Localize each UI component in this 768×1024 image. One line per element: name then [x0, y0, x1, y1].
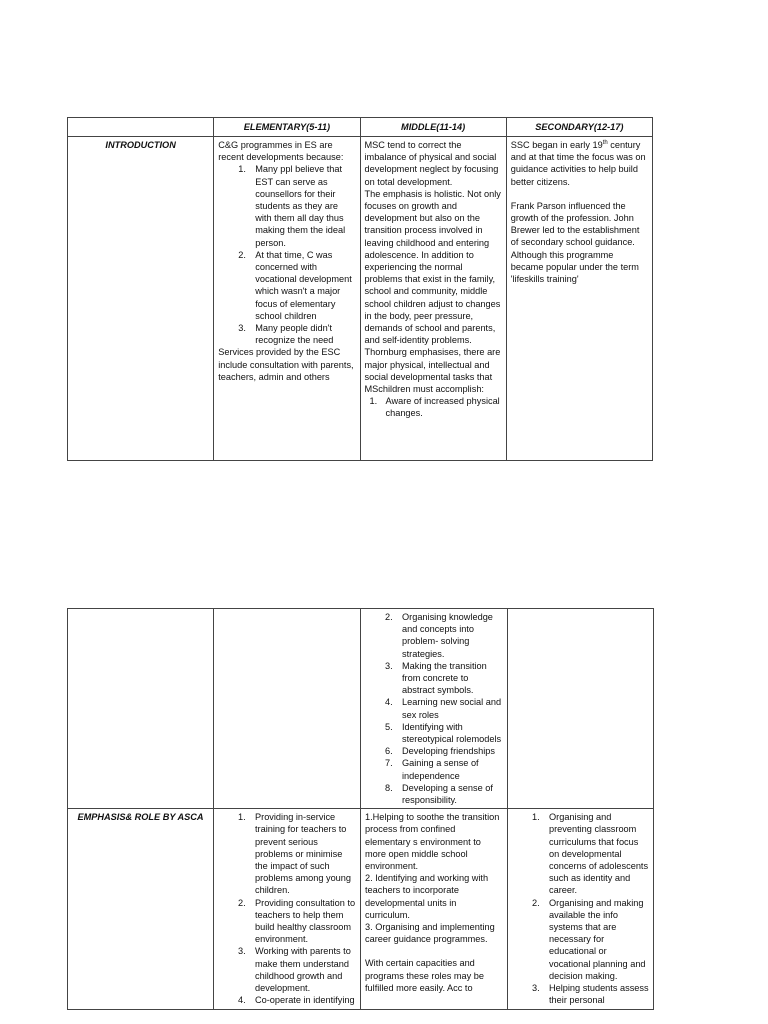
intro-elementary-cell [214, 137, 360, 461]
list-item: 5. Identifying with stereotypical rolemodels [385, 721, 502, 745]
intro-secondary-p1: SSC began in early 19th century and at that time the focus was on guidance activities to help build better citizens. [510, 139, 646, 187]
list-item: 1. Organising and preventing classroom curriculums that focus on developmental concerns of adolescents such as identity and career. [532, 812, 649, 896]
guidance-comparison-table-bottom [67, 608, 654, 1010]
list-item: 2. Providing consultation to teachers to help them build healthy classroom environment. [238, 897, 356, 945]
intro-middle-p3: Thornburg emphasises, there are major physical, intellectual and social developmental tasks that MSchildren must accomplish: [364, 347, 501, 395]
continuation-middle-list [365, 611, 503, 806]
continuation-secondary-cell [508, 609, 654, 809]
list-item: 3. Making the transition from concrete to abstract symbols. [385, 660, 487, 696]
row-label-emphasis: EMPHASIS& ROLE BY ASCA [68, 809, 214, 1009]
emphasis-secondary-list [512, 811, 649, 1006]
emphasis-middle-cell [361, 809, 508, 1009]
intro-middle-list [365, 395, 502, 419]
list-item: 4. Co-operate in identifying [238, 995, 355, 1006]
list-item: 3. Many people didn't recognize the need [238, 323, 334, 346]
guidance-comparison-table-top [67, 117, 653, 461]
row-label-introduction: INTRODUCTION [68, 137, 214, 461]
intro-middle-p1: MSC tend to correct the imbalance of physical and social development neglect by focusing on total development. [364, 140, 499, 187]
continuation-elementary-cell [214, 609, 361, 809]
emphasis-elementary-cell [214, 809, 361, 1009]
intro-secondary-cell [506, 137, 652, 461]
list-item: 2. At that time, C was concerned with vocational development which wasn't a major focus of elementary school children [238, 249, 352, 321]
introduction-row [68, 137, 653, 461]
emphasis-middle-p4: With certain capacities and programs these roles may be fulfilled more easily. Acc to [365, 958, 484, 993]
list-item: 2. Organising knowledge and concepts into problem- solving strategies. [385, 612, 493, 659]
continuation-row [68, 609, 654, 809]
list-item: 7. Gaining a sense of independence [385, 758, 479, 781]
intro-elementary-list [218, 163, 355, 346]
list-item: 3. Helping students assess their personal [532, 983, 649, 1006]
intro-elementary-text: C&G programmes in ES are recent developments because: [218, 140, 344, 163]
intro-middle-cell [360, 137, 506, 461]
intro-elementary-services: Services provided by the ESC include consultation with parents, teachers, admin and others [218, 347, 354, 382]
list-item: 1. Aware of increased physical changes. [369, 396, 500, 419]
intro-secondary-p2: Frank Parson influenced the growth of the profession. John Brewer led to the establishment of secondary school guidance. Although this programme became popular under the term 'lifeskills training' [510, 200, 640, 285]
emphasis-secondary-cell [508, 809, 654, 1009]
list-item: 8. Developing a sense of responsibility. [385, 782, 493, 806]
emphasis-middle-p2: 2. Identifying and working with teachers to incorporate developmental units in curriculum. [365, 873, 489, 920]
list-item: 1. Many ppl believe that EST can serve as counsellors for their students as they are with them all day thus making them the ideal person. [238, 164, 346, 248]
header-empty [68, 118, 214, 137]
intro-middle-p2: The emphasis is holistic. Not only focuses on growth and development but also on the transition process involved in leaving childhood and entering adolescence. In addition to experiencing the normal problems that exist in the family, school and community, middle school children adjust to changes in the body, peer pressure, demands of school and parents, and self-identity problems. [364, 188, 501, 346]
list-item: 4. Learning new social and sex roles [385, 697, 502, 720]
list-item: 2. Organising and making available the info systems that are necessary for educational or vocational planning and decision making. [532, 897, 646, 981]
emphasis-middle-p3: 3. Organising and implementing career guidance programmes. [365, 922, 495, 945]
emphasis-row [68, 809, 654, 1009]
list-item: 1. Providing in-service training for teachers to prevent serious problems or minimise the impact of such problems among young children. [238, 812, 352, 896]
header-elementary: ELEMENTARY(5-11) [214, 118, 360, 137]
list-item: 3. Working with parents to make them understand childhood growth and development. [238, 946, 351, 994]
continuation-middle-cell [361, 609, 508, 809]
continuation-label-cell [68, 609, 214, 809]
header-middle: MIDDLE(11-14) [360, 118, 506, 137]
header-row [68, 118, 653, 137]
list-item: 6. Developing friendships [385, 746, 495, 757]
header-secondary: SECONDARY(12-17) [506, 118, 652, 137]
emphasis-middle-p1: 1.Helping to soothe the transition process from confined elementary s environment to more open middle school environment. [365, 812, 500, 872]
emphasis-elementary-list [218, 811, 356, 1006]
